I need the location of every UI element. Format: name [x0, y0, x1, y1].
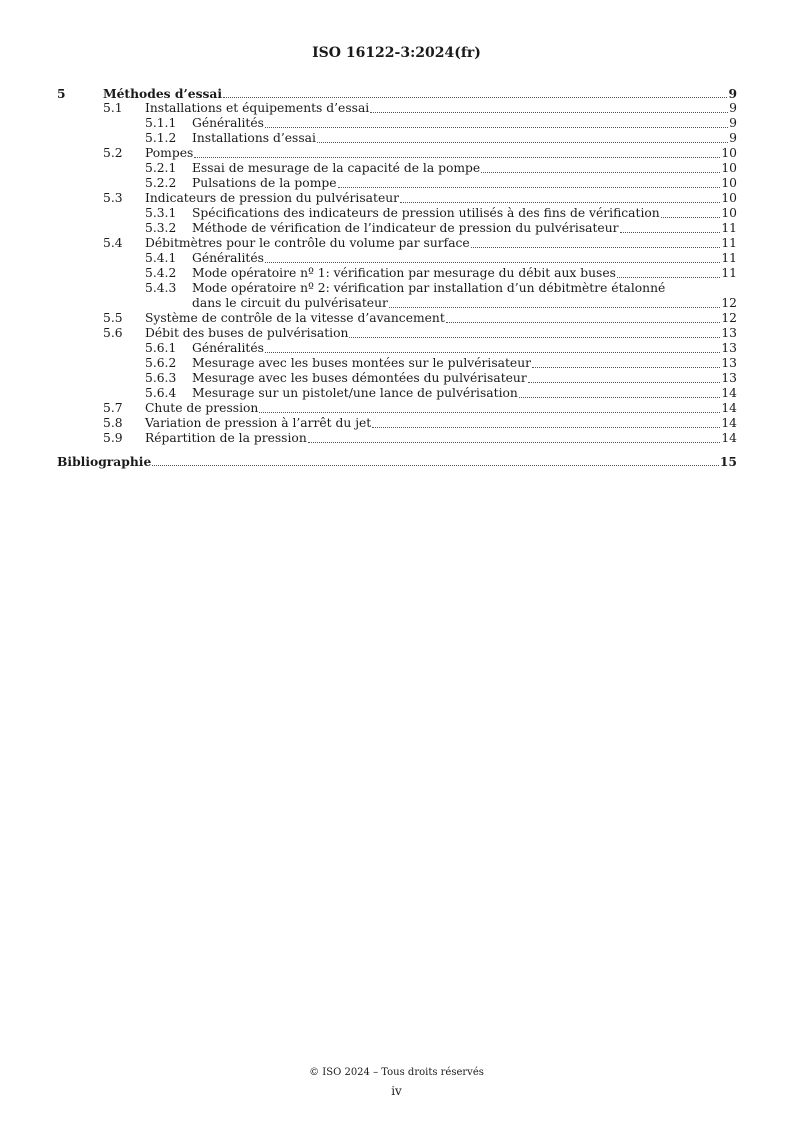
toc-page: 11 [721, 251, 737, 265]
page-number: iv [391, 1084, 402, 1098]
dot-leader [259, 412, 720, 413]
toc-entry-5-6-4[interactable] [57, 386, 737, 401]
toc-page: 9 [729, 131, 737, 145]
toc-number: 5.4.1 [145, 251, 177, 265]
toc-entry-5-6-3[interactable] [57, 371, 737, 386]
toc-page: 11 [721, 236, 737, 250]
toc-title: Débitmètres pour le contrôle du volume par surface [145, 236, 470, 250]
toc-title: Généralités [192, 116, 264, 130]
toc-page: 10 [721, 206, 737, 220]
toc-entry-5-4-2[interactable] [57, 266, 737, 281]
toc-title-line-2: dans le circuit du pulvérisateur [192, 296, 388, 310]
dot-leader [317, 142, 728, 143]
toc-title: Méthode de vérification de l’indicateur de pression du pulvérisateur [192, 221, 619, 235]
toc-title: Généralités [192, 341, 264, 355]
toc-number: 5 [57, 86, 66, 101]
toc-entry-5-6-2[interactable] [57, 356, 737, 371]
toc-title: Méthodes d’essai [103, 86, 223, 101]
toc-entry-5-5[interactable] [57, 311, 737, 326]
toc-title: Mesurage avec les buses montées sur le pulvérisateur [192, 356, 531, 370]
toc-number: 5.8 [103, 416, 123, 430]
dot-leader [265, 352, 720, 353]
dot-leader [481, 172, 720, 173]
toc-page: 9 [729, 116, 737, 130]
toc-title: Mesurage sur un pistolet/une lance de pulvérisation [192, 386, 518, 400]
toc-page: 13 [721, 341, 737, 355]
toc-title: Installations d’essai [192, 131, 316, 145]
dot-leader [349, 337, 720, 338]
toc-entry-5-9[interactable] [57, 431, 737, 446]
toc-number: 5.6.3 [145, 371, 177, 385]
toc-entry-5-1-2[interactable] [57, 131, 737, 146]
dot-leader [152, 465, 719, 466]
toc-title: Essai de mesurage de la capacité de la pompe [192, 161, 481, 175]
toc-page: 10 [721, 176, 737, 190]
toc-page: 15 [719, 454, 737, 469]
toc-title: Chute de pression [145, 401, 259, 415]
toc-title: Mesurage avec les buses démontées du pulvérisateur [192, 371, 527, 385]
copyright-footer: © ISO 2024 – Tous droits réservés [309, 1067, 484, 1078]
toc-entry-5-2-1[interactable] [57, 161, 737, 176]
dot-leader [446, 322, 721, 323]
toc-title: Système de contrôle de la vitesse d’avancement [145, 311, 445, 325]
toc-number: 5.4.2 [145, 266, 177, 280]
dot-leader [661, 217, 721, 218]
toc-entry-bibliographie[interactable] [57, 454, 737, 469]
toc-title: Mode opératoire nº 1: vérification par mesurage du débit aux buses [192, 266, 616, 280]
dot-leader [223, 97, 727, 98]
toc-page: 13 [721, 326, 737, 340]
document-header: ISO 16122-3:2024(fr) [312, 45, 481, 61]
toc-title: Pulsations de la pompe [192, 176, 337, 190]
dot-leader [471, 247, 721, 248]
toc-page: 10 [721, 191, 737, 205]
dot-leader [338, 187, 721, 188]
toc-entry-5[interactable] [57, 86, 737, 101]
toc-number: 5.1 [103, 101, 123, 115]
toc-number: 5.4 [103, 236, 123, 250]
toc-number: 5.3.1 [145, 206, 177, 220]
toc-title: Débit des buses de pulvérisation [145, 326, 349, 340]
toc-number: 5.6.2 [145, 356, 177, 370]
toc-page: 10 [721, 161, 737, 175]
toc-entry-5-2-2[interactable] [57, 176, 737, 191]
dot-leader [265, 127, 728, 128]
toc-entry-5-1[interactable] [57, 101, 737, 116]
toc-number: 5.6.1 [145, 341, 177, 355]
toc-entry-5-4[interactable] [57, 236, 737, 251]
toc-entry-5-7[interactable] [57, 401, 737, 416]
dot-leader [519, 397, 721, 398]
toc-entry-5-8[interactable] [57, 416, 737, 431]
dot-leader [620, 232, 721, 233]
toc-entry-5-3[interactable] [57, 191, 737, 206]
toc-number: 5.4.3 [145, 281, 177, 295]
toc-title: Variation de pression à l’arrêt du jet [145, 416, 372, 430]
toc-page: 9 [728, 86, 737, 101]
toc-entry-5-1-1[interactable] [57, 116, 737, 131]
toc-number: 5.9 [103, 431, 123, 445]
toc-page: 14 [721, 401, 737, 415]
toc-page: 11 [721, 266, 737, 280]
toc-number: 5.3.2 [145, 221, 177, 235]
dot-leader [389, 307, 720, 308]
dot-leader [372, 427, 720, 428]
toc-entry-5-4-1[interactable] [57, 251, 737, 266]
dot-leader [532, 367, 720, 368]
toc-number: 5.7 [103, 401, 123, 415]
dot-leader [528, 382, 721, 383]
toc-entry-5-3-2[interactable] [57, 221, 737, 236]
toc-page: 13 [721, 356, 737, 370]
toc-page: 11 [721, 221, 737, 235]
toc-title: Généralités [192, 251, 264, 265]
toc-entry-5-4-3-continued[interactable] [57, 296, 737, 311]
toc-page: 10 [721, 146, 737, 160]
toc-number: 5.3 [103, 191, 123, 205]
toc-title: Installations et équipements d’essai [145, 101, 370, 115]
dot-leader [617, 277, 720, 278]
toc-page: 14 [721, 416, 737, 430]
toc-page: 13 [721, 371, 737, 385]
toc-title: Répartition de la pression [145, 431, 307, 445]
toc-entry-5-6-1[interactable] [57, 341, 737, 356]
toc-title: Indicateurs de pression du pulvérisateur [145, 191, 400, 205]
dot-leader [370, 112, 728, 113]
toc-number: 5.6 [103, 326, 123, 340]
toc-page: 14 [721, 386, 737, 400]
toc-title-line-1: Mode opératoire nº 2: vérification par installation d’un débitmètre étalonné [192, 281, 666, 295]
toc-number: 5.2 [103, 146, 123, 160]
dot-leader [194, 157, 720, 158]
toc-page: 9 [729, 101, 737, 115]
toc-number: 5.1.1 [145, 116, 177, 130]
table-of-contents [57, 86, 737, 469]
toc-title: Bibliographie [57, 454, 152, 469]
toc-number: 5.5 [103, 311, 123, 325]
toc-title: Pompes [145, 146, 194, 160]
toc-page: 12 [721, 311, 737, 325]
dot-leader [400, 202, 720, 203]
toc-entry-5-6[interactable] [57, 326, 737, 341]
toc-number: 5.6.4 [145, 386, 177, 400]
dot-leader [308, 442, 721, 443]
toc-page: 14 [721, 431, 737, 445]
dot-leader [265, 262, 720, 263]
toc-number: 5.1.2 [145, 131, 177, 145]
toc-entry-5-2[interactable] [57, 146, 737, 161]
toc-entry-5-3-1[interactable] [57, 206, 737, 221]
toc-number: 5.2.1 [145, 161, 177, 175]
toc-number: 5.2.2 [145, 176, 177, 190]
toc-page: 12 [721, 296, 737, 310]
toc-entry-5-4-3[interactable] [57, 281, 737, 296]
toc-title: Spécifications des indicateurs de pression utilisés à des fins de vérification [192, 206, 660, 220]
